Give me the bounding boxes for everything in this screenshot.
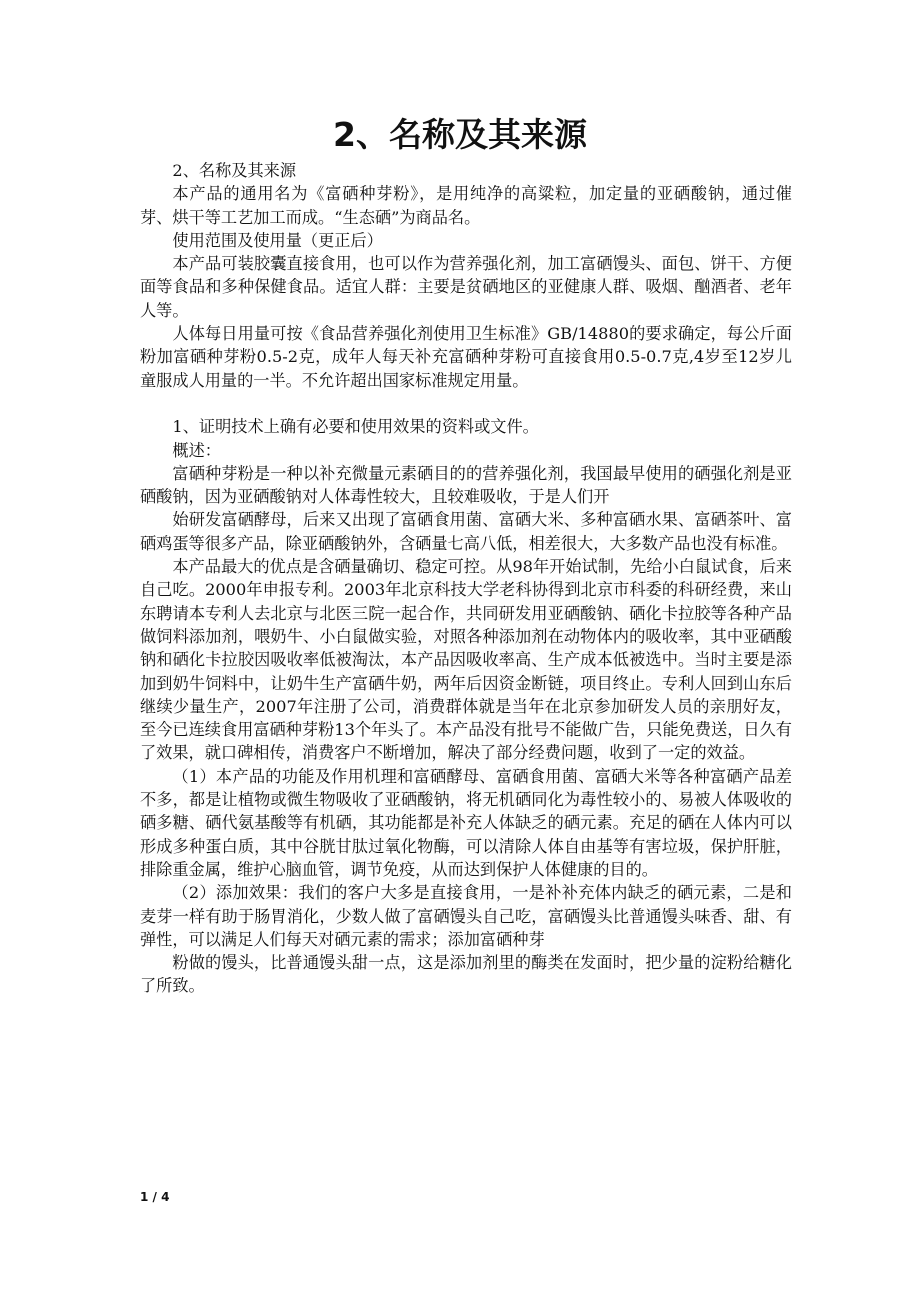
paragraph-daily-dosage: 人体每日用量可按《食品营养强化剂使用卫生标准》GB/14880的要求确定，每公斤面粉加富硒种芽粉0.5-2克，成年人每天补充富硒种芽粉可直接食用0.5-0.7克,4岁至12岁儿童服成人用量的一半。不允许超出国家标准规定用量。 <box>140 324 792 390</box>
paragraph-overview-1: 富硒种芽粉是一种以补充微量元素硒目的的营养强化剂，我国最早使用的硒强化剂是亚硒酸钠，因为亚硒酸钠对人体毒性较大，且较难吸收，于是人们开 <box>140 463 792 507</box>
paragraph-overview-2: 始研发富硒酵母，后来又出现了富硒食用菌、富硒大米、多种富硒水果、富硒茶叶、富硒鸡蛋等很多产品，除亚硒酸钠外，含硒量七高八低，相差很大，大多数产品也没有标准。 <box>140 510 792 553</box>
document-body <box>140 159 792 998</box>
paragraph-product-name: 本产品的通用名为《富硒种芽粉》，是用纯净的高粱粒，加定量的亚硒酸钠，通过催芽、烘干等工艺加工而成。“生态硒”为商品名。 <box>140 184 792 227</box>
paragraph-usage-scope: 本产品可装胶囊直接食用，也可以作为营养强化剂，加工富硒馒头、面包、饼干、方便面等食品和多种保健食品。适宜人群：主要是贫硒地区的亚健康人群、吸烟、酗酒者、老年人等。 <box>140 254 792 320</box>
paragraph-overview-label: 概述： <box>172 440 221 460</box>
paragraph-spacer <box>140 392 792 415</box>
paragraph-section-heading: 1、证明技术上确有必要和使用效果的资料或文件。 <box>172 417 539 437</box>
page-number: 1 / 4 <box>140 1190 170 1204</box>
paragraph-function-mechanism: （1）本产品的功能及作用机理和富硒酵母、富硒食用菌、富硒大米等各种富硒产品差不多，都是让植物或微生物吸收了亚硒酸钠，将无机硒同化为毒性较小的、易被人体吸收的硒多糖、硒代氨基酸等有机硒，其功能都是补充人体缺乏的硒元素。充足的硒在人体内可以形成多种蛋白质，其中谷胱甘肽过氧化物酶，可以清除人体自由基等有害垃圾，保护肝脏，排除重金属，维护心脑血管，调节免疫，从而达到保护人体健康的目的。 <box>140 766 792 879</box>
paragraph-additive-effect-cont: 粉做的馒头，比普通馒头甜一点，这是添加剂里的酶类在发面时，把少量的淀粉给糖化了所致。 <box>140 953 792 996</box>
paragraph-additive-effect: （2）添加效果：我们的客户大多是直接食用，一是补补充体内缺乏的硒元素，二是和麦芽一样有助于肠胃消化，少数人做了富硒馒头自己吃，富硒馒头比普通馒头味香、甜、有弹性，可以满足人们每天对硒元素的需求；添加富硒种芽 <box>140 883 792 949</box>
paragraph-usage-heading: 使用范围及使用量（更正后） <box>172 230 383 250</box>
page-title: 2、名称及其来源 <box>333 115 587 154</box>
paragraph-subtitle: 2、名称及其来源 <box>172 161 297 180</box>
paragraph-product-advantage: 本产品最大的优点是含硒量确切、稳定可控。从98年开始试制，先给小白鼠试食，后来自己吃。2000年申报专利。2003年北京科技大学老科协得到北京市科委的科研经费，来山东聘请本专利人去北京与北医三院一起合作，共同研发用亚硒酸钠、硒化卡拉胶等各种产品做饲料添加剂，喂奶牛、小白鼠做实验，对照各种添加剂在动物体内的吸收率，其中亚硒酸钠和硒化卡拉胶因吸收率低被淘汰，本产品因吸收率高、生产成本低被选中。当时主要是添加到奶牛饲料中，让奶牛生产富硒牛奶，两年后因资金断链，项目终止。专利人回到山东后继续少量生产，2007年注册了公司，消费群体就是当年在北京参加研发人员的亲朋好友，至今已连续食用富硒种芽粉13个年头了。本产品没有批号不能做广告，只能免费送，日久有了效果，就口碑相传，消费客户不断增加，解决了部分经费问题，收到了一定的效益。 <box>140 557 792 763</box>
